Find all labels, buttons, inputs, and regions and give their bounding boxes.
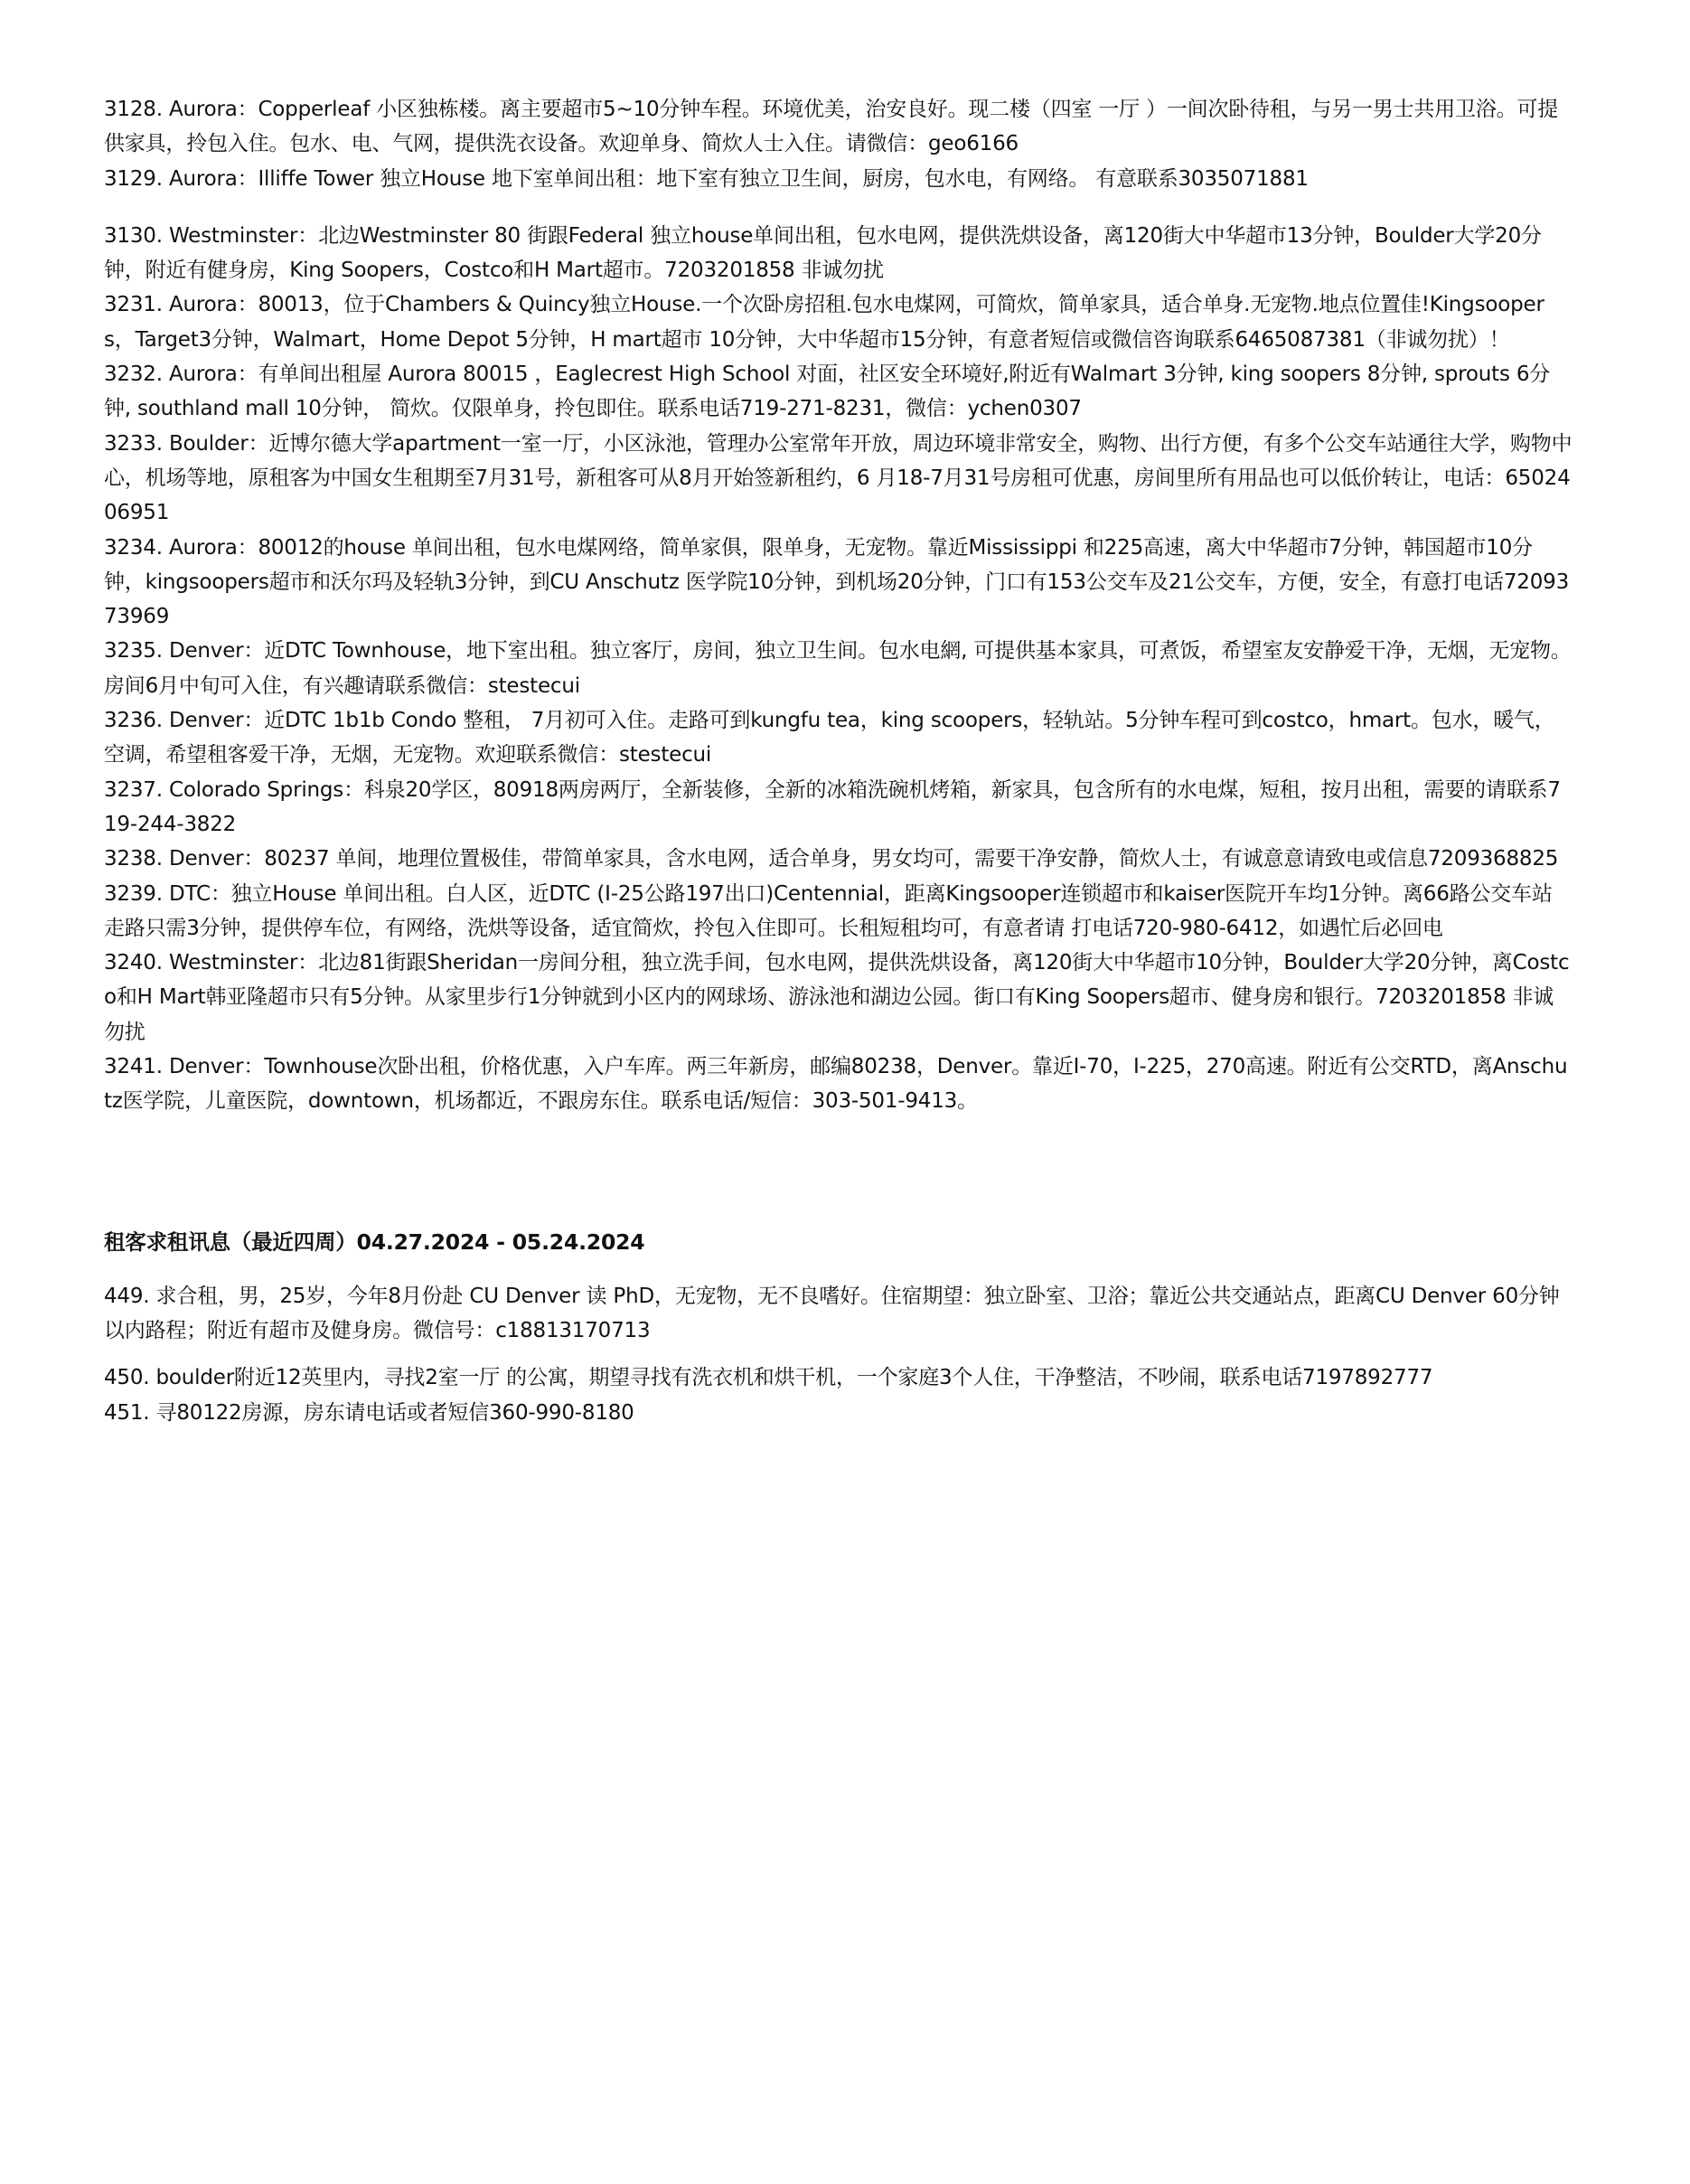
rental-requests-section xyxy=(104,1225,1573,1430)
listing-3238: 3238. Denver：80237 单间，地理位置极佳，带简单家具，含水电网，适合单身，男女均可，需要干净安静，简炊人士，有诚意意请致电或信息7209368825 xyxy=(104,847,1559,871)
listing-3231: 3231. Aurora：80013，位于Chambers & Quincy独立House.一个次卧房招租.包水电煤网，可简炊，简单家具，适合单身.无宠物.地点位置佳!Kingsoopers，Target3分钟，Walmart，Home Depot 5分钟，H mart超市 10分钟，大中华超市15分钟，有意者短信或微信咨询联系6465087381（非诚勿扰）！ xyxy=(104,293,1544,352)
listing-3241: 3241. Denver：Townhouse次卧出租，价格优惠，入户车库。两三年新房，邮编80238，Denver。靠近I-70，I-225，270高速。附近有公交RTD，离Anschutz医学院，儿童医院，downtown，机场都近，不跟房东住。联系电话/短信：303-501-9413。 xyxy=(104,1055,1568,1114)
spacer xyxy=(104,1348,1573,1360)
spacer xyxy=(104,1259,1573,1279)
request-451: 451. 寻80122房源，房东请电话或者短信360-990-8180 xyxy=(104,1400,634,1425)
listing-3237: 3237. Colorado Springs：科泉20学区，80918两房两厅，全新装修，全新的冰箱洗碗机烤箱，新家具，包含所有的水电煤，短租，按月出租，需要的请联系719-244-3822 xyxy=(104,777,1561,836)
listing-3129: 3129. Aurora：Illiffe Tower 独立House 地下室单间出租：地下室有独立卫生间，厨房，包水电，有网络。 有意联系3035071881 xyxy=(104,166,1309,191)
listing-3239: 3239. DTC：独立House 单间出租。白人区，近DTC (I-25公路197出口)Centennial，距离Kingsooper连锁超市和kaiser医院开车均1分钟。离66路公交车站走路只需3分钟，提供停车位，有网络，洗烘等设备，适宜简炊，拎包入住即可。长租短租均可，有意者请 打电话720-980-6412，如遇忙后必回电 xyxy=(104,881,1553,940)
listing-3234: 3234. Aurora：80012的house 单间出租，包水电煤网络，简单家俱，限单身，无宠物。靠近Mississippi 和225高速，离大中华超市7分钟，韩国超市10分钟，kingsoopers超市和沃尔玛及轻轨3分钟，到CU Anschutz 医学院10分钟，到机场20分钟，门口有153公交车及21公交车，方便，安全，有意打电话7209373969 xyxy=(104,535,1570,629)
section-title: 租客求租讯息（最近四周）04.27.2024 - 05.24.2024 xyxy=(104,1228,645,1255)
listing-3232: 3232. Aurora：有单间出租屋 Aurora 80015 ，Eaglecrest High School 对面，社区安全环境好,附近有Walmart 3分钟, king soopers 8分钟, sprouts 6分钟, southland mall 10分钟， 简炊。仅限单身，拎包即住。联系电话719-271-8231，微信：ychen0307 xyxy=(104,362,1551,421)
listing-3128: 3128. Aurora：Copperleaf 小区独栋楼。离主要超市5~10分钟车程。环境优美，治安良好。现二楼（四室 一厅 ）一间次卧待租，与另一男士共用卫浴。可提供家具，拎包入住。包水、电、气网，提供洗衣设备。欢迎单身、简炊人士入住。请微信：geo6166 xyxy=(104,98,1559,156)
listing-3130: 3130. Westminster：北边Westminster 80 街跟Federal 独立house单间出租，包水电网，提供洗烘设备，离120街大中华超市13分钟，Boulder大学20分钟，附近有健身房，King Soopers，Costco和H Mart超市。7203201858 非诚勿扰 xyxy=(104,223,1542,283)
document-page xyxy=(104,92,1573,1430)
listing-3236: 3236. Denver：近DTC 1b1b Condo 整租， 7月初可入住。走路可到kungfu tea，king scoopers，轻轨站。5分钟车程可到costco，hmart。包水，暖气，空调，希望租客爱干净，无烟，无宠物。欢迎联系微信：stestecui xyxy=(104,709,1555,767)
rental-offers-section xyxy=(104,92,1573,1119)
request-449: 449. 求合租，男，25岁，今年8月份赴 CU Denver 读 PhD，无宠物，无不良嗜好。住宿期望：独立卧室、卫浴；靠近公共交通站点，距离CU Denver 60分钟以内路程；附近有超市及健身房。微信号：c18813170713 xyxy=(104,1284,1560,1342)
listing-3233: 3233. Boulder：近博尔德大学apartment一室一厅，小区泳池，管理办公室常年开放，周边环境非常安全，购物、出行方便，有多个公交车站通往大学，购物中心，机场等地，原租客为中国女生租期至7月31号，新租客可从8月开始签新租约，6 月18-7月31号房租可优惠，房间里所有用品也可以低价转让，电话：6502406951 xyxy=(104,431,1573,525)
listing-3235: 3235. Denver：近DTC Townhouse，地下室出租。独立客厅，房间，独立卫生间。包水电網, 可提供基本家具，可煮饭，希望室友安静爱干净，无烟，无宠物。房间6月中旬可入住，有兴趣请联系微信：stestecui xyxy=(104,639,1572,698)
request-450: 450. boulder附近12英里内，寻找2室一厅 的公寓，期望寻找有洗衣机和烘干机，一个家庭3个人住，干净整洁，不吵闹，联系电话7197892777 xyxy=(104,1366,1433,1390)
spacer xyxy=(104,1119,1573,1225)
listing-3240: 3240. Westminster：北边81街跟Sheridan一房间分租，独立洗手间，包水电网，提供洗烘设备，离120街大中华超市10分钟，Boulder大学20分钟，离Costco和H Mart韩亚隆超市只有5分钟。从家里步行1分钟就到小区内的网球场、游泳池和湖边公园。街口有King Soopers超市、健身房和银行。7203201858 非诚勿扰 xyxy=(104,951,1570,1044)
spacer xyxy=(104,196,1573,219)
